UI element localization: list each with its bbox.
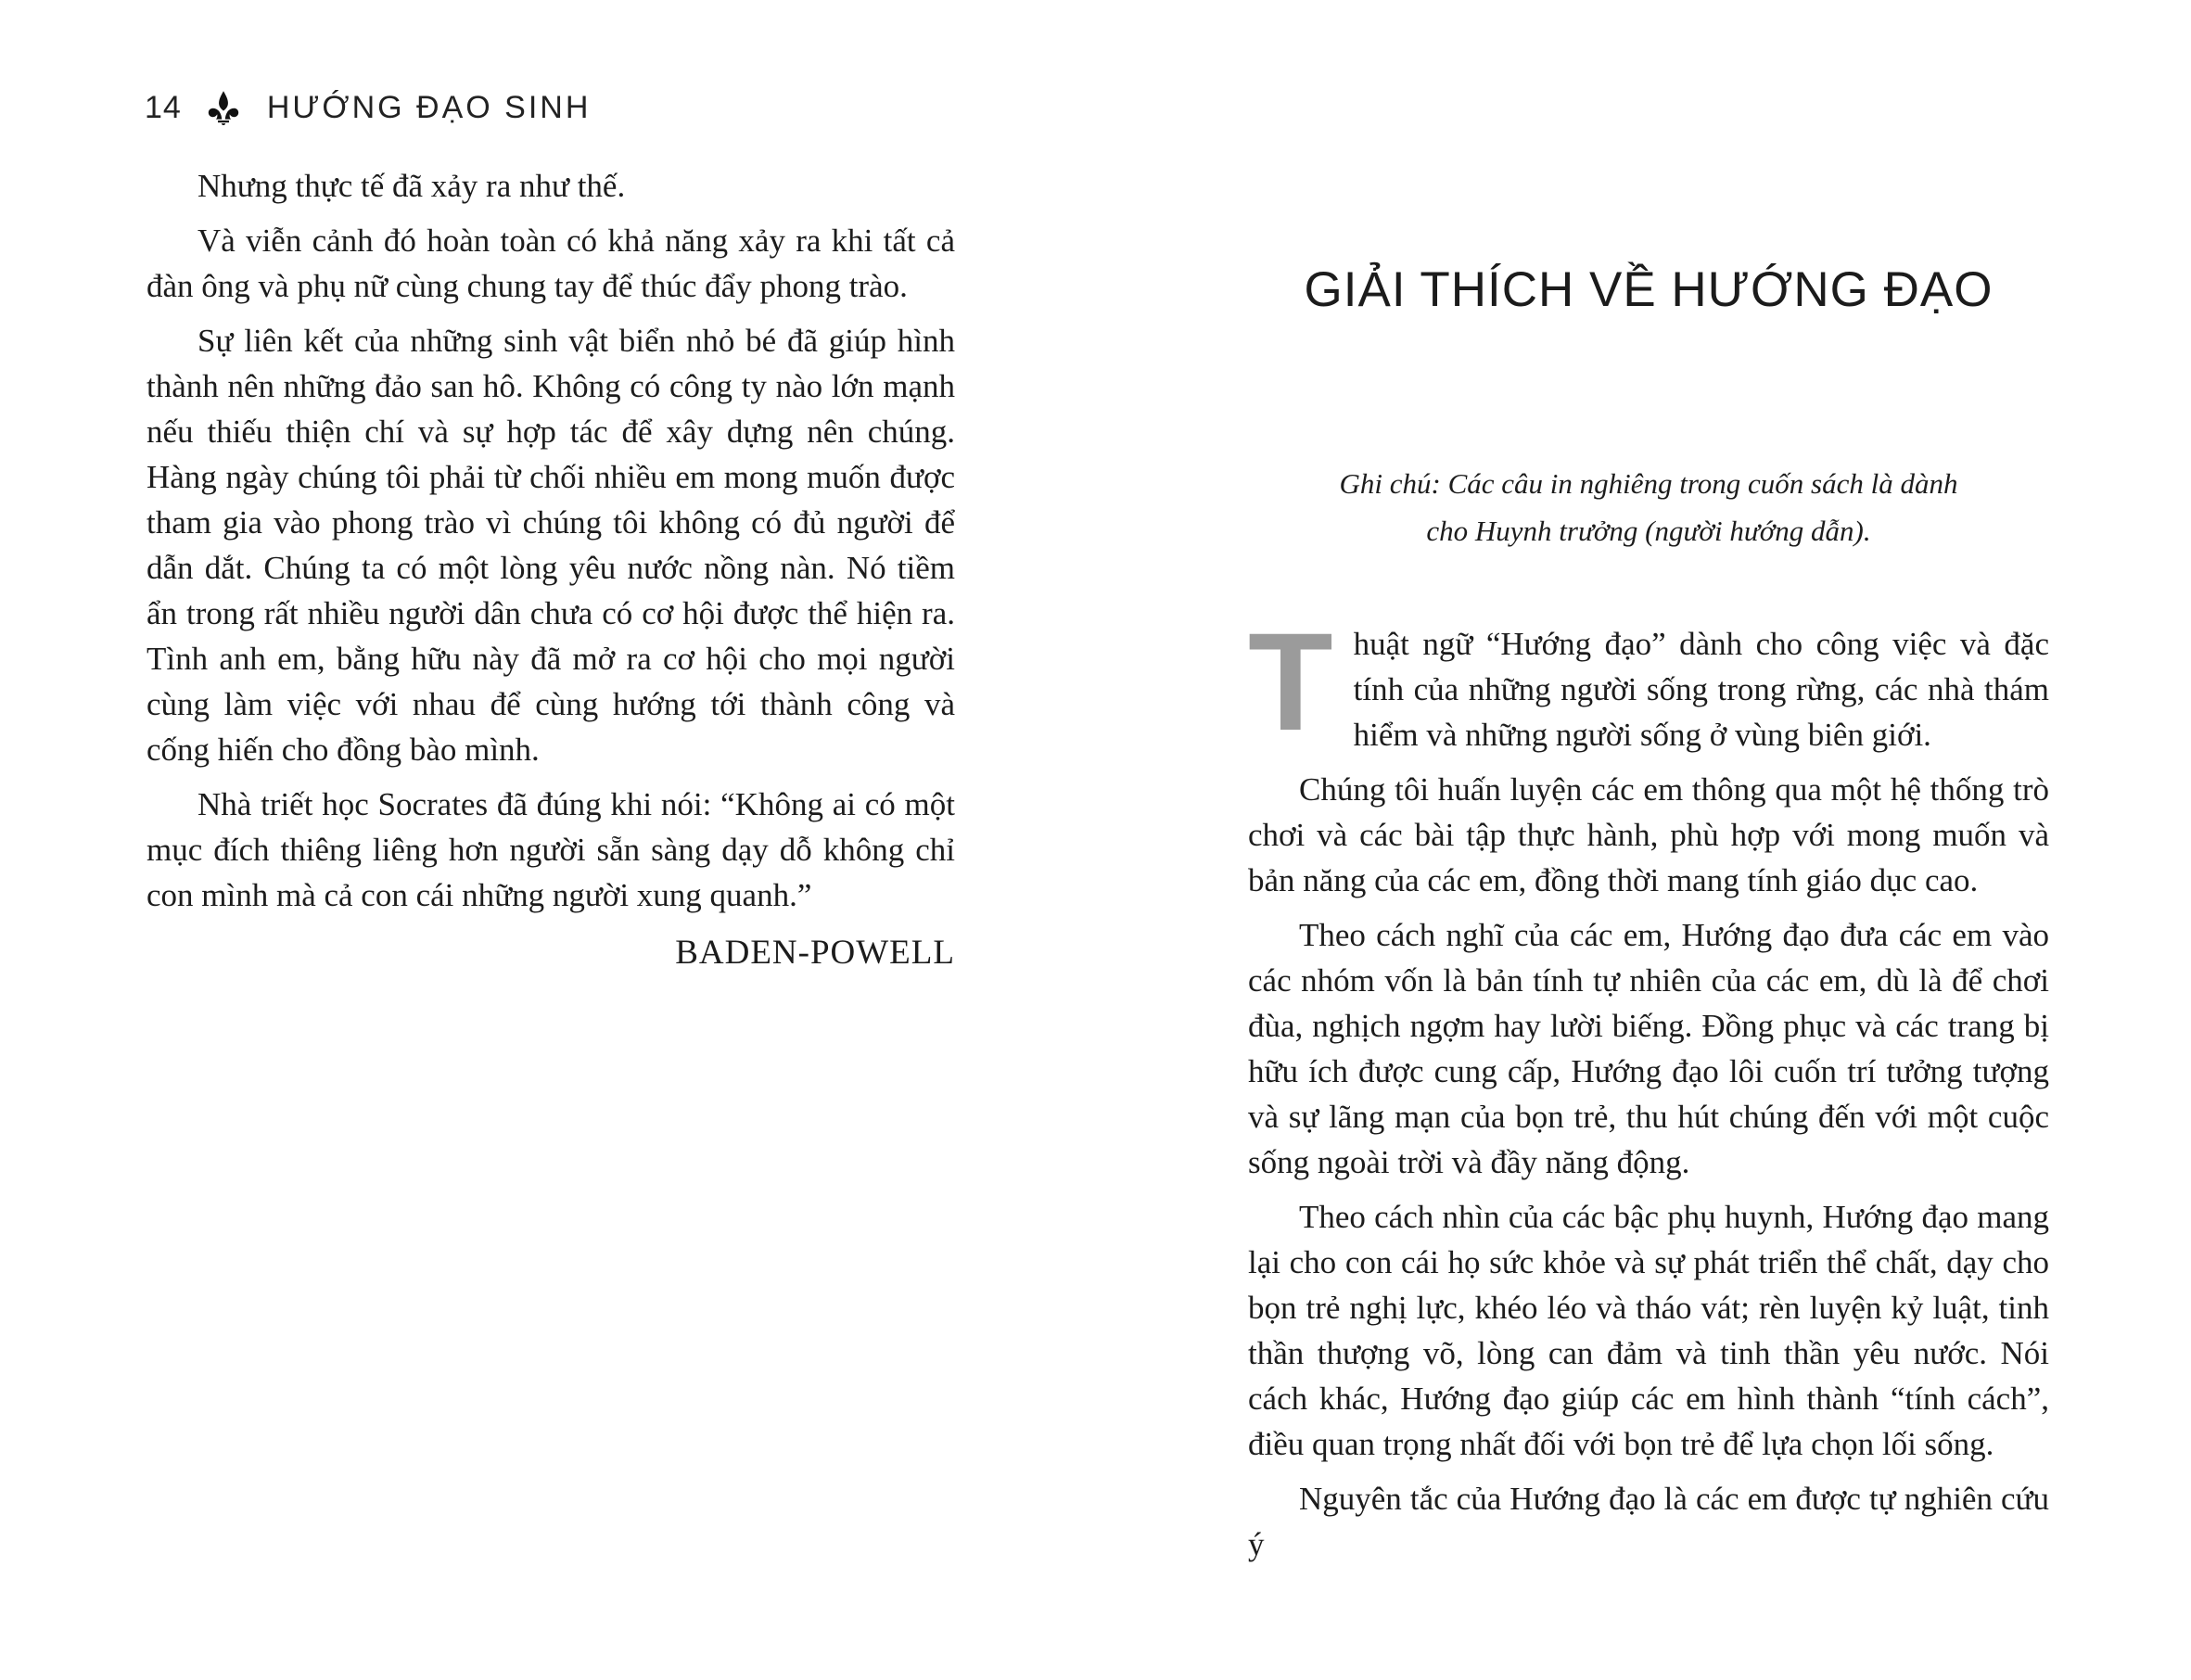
paragraph: Theo cách nghĩ của các em, Hướng đạo đưa các em vào các nhóm vốn là bản tính tự nhiên của các em, dù là để chơi đùa, nghịch ngợm hay lười biếng. Đồng phục và các trang bị hữu ích được cung cấp, Hướng đạo lôi cuốn trí tưởng tượng và sự lãng mạn của bọn trẻ, thu hút chúng đến với một cuộc sống ngoài trời và đầy năng động. xyxy=(1248,917,2049,1180)
paragraph: Nguyên tắc của Hướng đạo là các em được tự nghiên cứu ý xyxy=(1248,1481,2049,1562)
book-title: HƯỚNG ĐẠO SINH xyxy=(266,89,592,125)
leader-note: Ghi chú: Các câu in nghiêng trong cuốn sách là dành cho Huynh trưởng (người hướng dẫn). xyxy=(1339,467,1958,547)
paragraph: Chúng tôi huấn luyện các em thông qua một hệ thống trò chơi và các bài tập thực hành, phù hợp với mong muốn và bản năng của các em, đồng thời mang tính giáo dục cao. xyxy=(1248,771,2049,898)
paragraph xyxy=(1248,604,2049,759)
author-signature: BADEN-POWELL xyxy=(675,934,955,972)
paragraph: Và viễn cảnh đó hoàn toàn có khả năng xảy ra khi tất cả đàn ông và phụ nữ cùng chung tay để thúc đẩy phong trào. xyxy=(146,223,955,304)
paragraph-text: huật ngữ “Hướng đạo” dành cho công việc và đặc tính của những người sống trong rừng, các nhà thám hiểm và những người sống ở vùng biên giới. xyxy=(1353,626,2049,753)
paragraph: Nhưng thực tế đã xảy ra như thế. xyxy=(197,168,626,204)
left-page-body xyxy=(146,163,955,973)
paragraph: Sự liên kết của những sinh vật biển nhỏ bé đã giúp hình thành nên những đảo san hô. Không có công ty nào lớn mạnh nếu thiếu thiện chí và sự hợp tác để xây dựng nên chúng. Hàng ngày chúng tôi phải từ chối nhiều em mong muốn được tham gia vào phong trào vì chúng tôi không có đủ người để dẫn dắt. Chúng ta có một lòng yêu nước nồng nàn. Nó tiềm ẩn trong rất nhiều người dân chưa có cơ hội được thể hiện ra. Tình anh em, bằng hữu này đã mở ra cơ hội cho mọi người cùng làm việc với nhau để cùng hướng tới thành công và cống hiến cho đồng bào mình. xyxy=(146,323,955,768)
running-header xyxy=(145,89,591,126)
drop-cap: T xyxy=(1248,604,1333,759)
fleur-de-lis-icon xyxy=(206,89,241,126)
paragraph: Nhà triết học Socrates đã đúng khi nói: “Không ai có một mục đích thiêng liêng hơn người sẵn sàng dạy dỗ không chỉ con mình mà cả con cái những người xung quanh.” xyxy=(146,786,955,913)
right-page-body xyxy=(1248,604,2049,1576)
chapter-title: GIẢI THÍCH VỀ HƯỚNG ĐẠO xyxy=(1304,262,1994,317)
paragraph: Theo cách nhìn của các bậc phụ huynh, Hướng đạo mang lại cho con cái họ sức khỏe và sự phát triển thể chất, dạy cho bọn trẻ nghị lực, khéo léo và tháo vát; rèn luyện kỷ luật, tinh thần thượng võ, lòng can đảm và tinh thần yêu nước. Nói cách khác, Hướng đạo giúp các em hình thành “tính cách”, điều quan trọng nhất đối với bọn trẻ để lựa chọn lối sống. xyxy=(1248,1199,2049,1462)
page-number: 14 xyxy=(145,89,182,125)
